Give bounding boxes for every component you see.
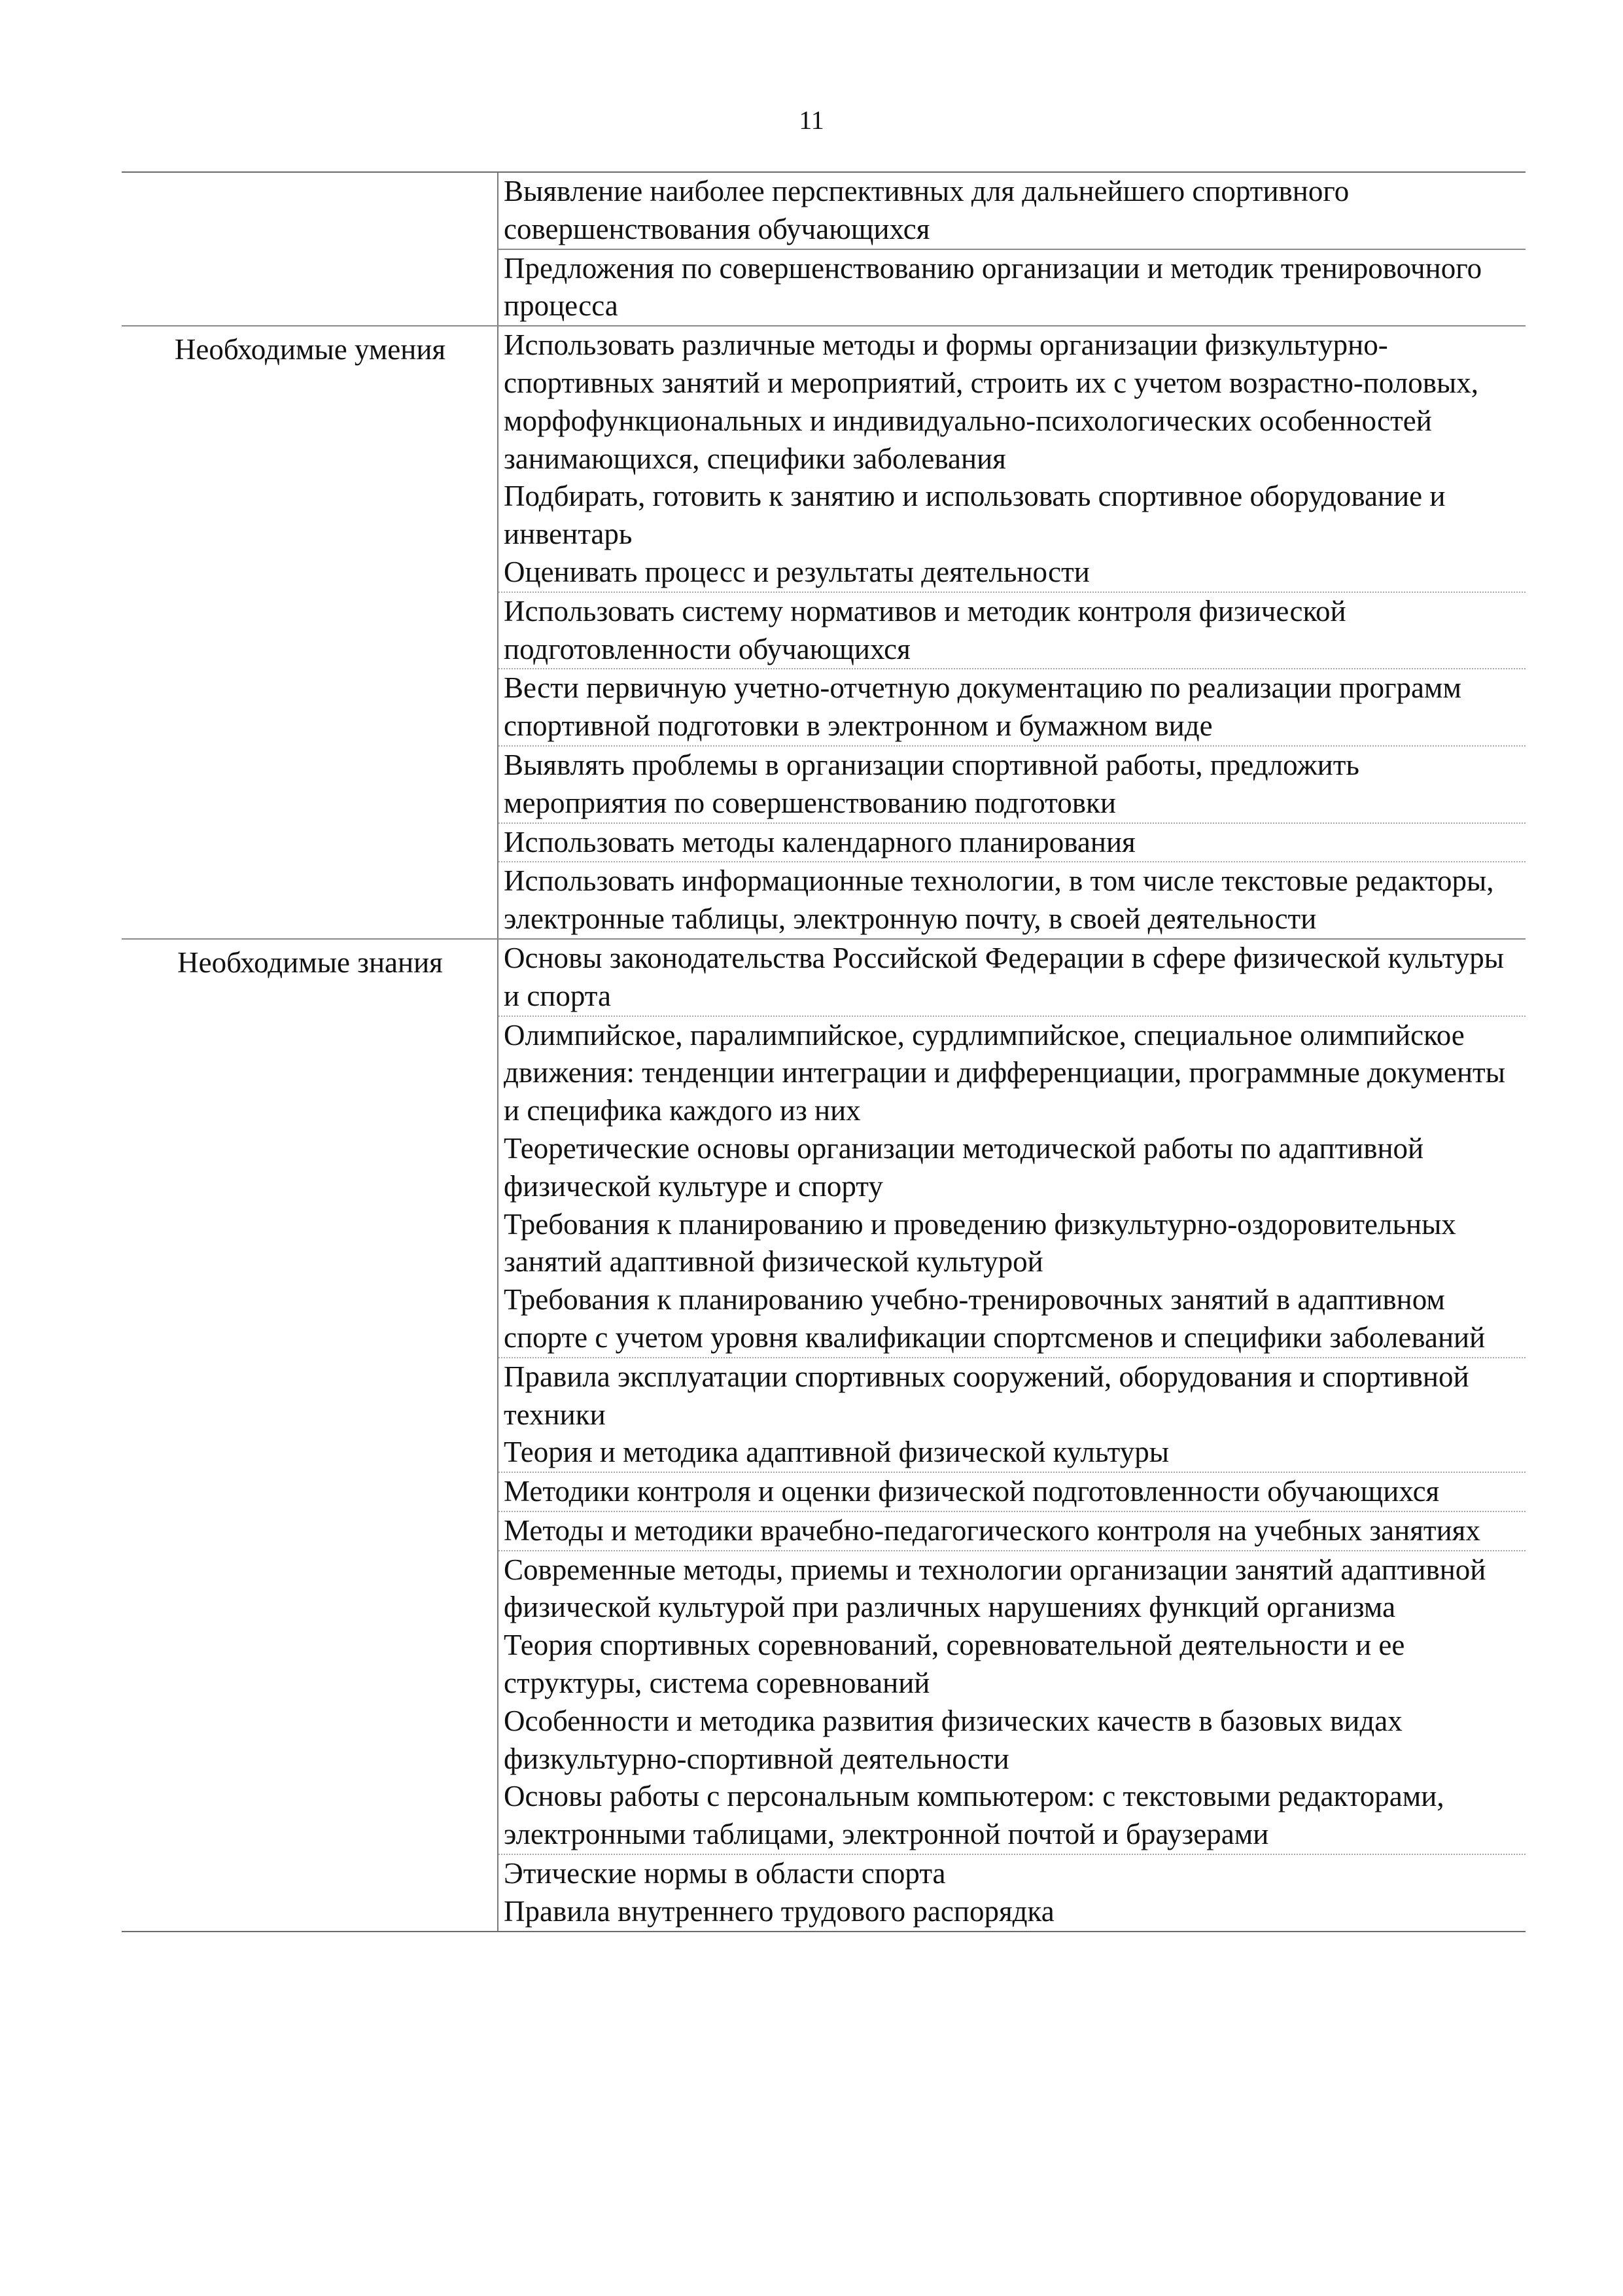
page-number: 11 (799, 105, 824, 135)
list-item: Теория и методика адаптивной физической культуры (504, 1436, 1169, 1469)
list-item: Использовать методы календарного планирования (498, 822, 1526, 862)
list-item: Современные методы, приемы и технологии организации занятий адаптивной физической культурой при различных нарушениях функций организма (498, 1550, 1526, 1627)
list-item: Олимпийское, паралимпийское, сурдлимпийское, специальное олимпийское движения: тенденции интеграции и дифференциации, программные документы и специфика каждого из них (498, 1016, 1526, 1130)
list-item: Основы работы с персональным компьютером: с текстовыми редакторами, электронными таблицами, электронной почтой и браузерами (504, 1780, 1444, 1851)
table-row-knowledge (122, 938, 1526, 1931)
list-item: Требования к планированию и проведению физкультурно-оздоровительных занятий адаптивной физической культурой (504, 1207, 1456, 1279)
list-item: Использовать различные методы и формы организации физкультурно-спортивных занятий и мероприятий, строить их с учетом возрастно-половых, морфофункциональных и индивидуально-психологических особенностей занимающихся, специфики заболевания (504, 328, 1478, 475)
table-row-skills (122, 325, 1526, 938)
list-item: Вести первичную учетно-отчетную документацию по реализации программ спортивной подготовки в электронном и бумажном виде (498, 668, 1526, 745)
list-item: Особенности и методика развития физических качеств в базовых видах физкультурно-спортивной деятельности (504, 1704, 1403, 1775)
list-item: Оценивать процесс и результаты деятельности (504, 555, 1090, 588)
list-item: Теория спортивных соревнований, соревновательной деятельности и ее структуры, система соревнований (504, 1629, 1405, 1700)
list-item: Использовать информационные технологии, в том числе текстовые редакторы, электронные таблицы, электронную почту, в своей деятельности (498, 861, 1526, 938)
items-cell (497, 173, 1526, 325)
list-item: Методы и методики врачебно-педагогического контроля на учебных занятиях (498, 1511, 1526, 1550)
items-cell (497, 940, 1526, 1931)
list-item: Выявление наиболее перспективных для дальнейшего спортивного совершенствования обучающихся (504, 175, 1350, 245)
row-label: Необходимые знания (177, 945, 443, 979)
list-item: Подбирать, готовить к занятию и использовать спортивное оборудование и инвентарь (504, 480, 1446, 551)
list-item: Теоретические основы организации методической работы по адаптивной физической культуре и спорту (504, 1131, 1424, 1203)
row-label: Необходимые умения (174, 333, 446, 366)
list-item: Правила эксплуатации спортивных сооружений, оборудования и спортивной техники (498, 1357, 1526, 1434)
list-item: Основы законодательства Российской Федерации в сфере физической культуры и спорта (504, 941, 1504, 1012)
list-item: Требования к планированию учебно-тренировочных занятий в адаптивном спорте с учетом уровня квалификации спортсменов и специфики заболеваний (504, 1283, 1486, 1354)
items-cell (497, 327, 1526, 938)
table-row-continuation (122, 173, 1526, 325)
row-label (122, 173, 497, 325)
list-item: Этические нормы в области спорта (498, 1854, 1526, 1893)
list-item: Правила внутреннего трудового распорядка (504, 1894, 1055, 1928)
list-item: Предложения по совершенствованию организации и методик тренировочного процесса (498, 249, 1526, 326)
list-item: Методики контроля и оценки физической подготовленности обучающихся (498, 1472, 1526, 1511)
list-item: Выявлять проблемы в организации спортивной работы, предложить мероприятия по совершенствованию подготовки (498, 745, 1526, 822)
requirements-table (122, 171, 1526, 1932)
list-item: Использовать систему нормативов и методик контроля физической подготовленности обучающихся (498, 592, 1526, 669)
